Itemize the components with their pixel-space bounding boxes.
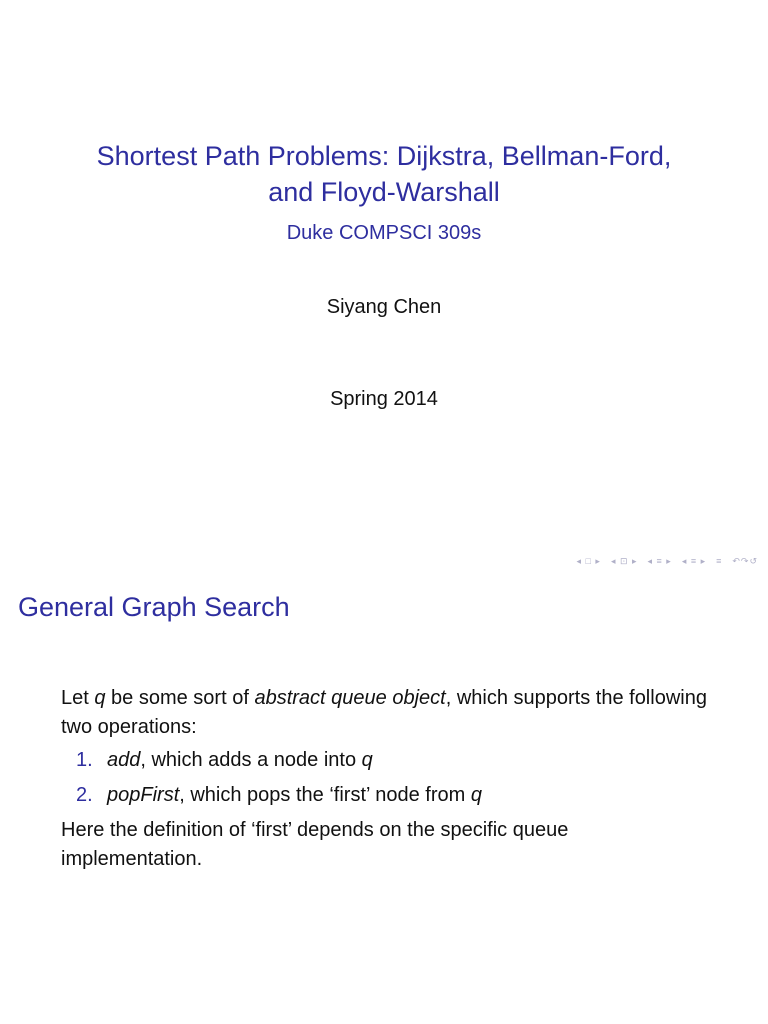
intro-text-3: , which supports the following two operations: <box>61 687 707 738</box>
emphasis-term: abstract queue object <box>254 687 446 709</box>
variable-q: q <box>94 687 106 709</box>
operations-list <box>61 746 711 810</box>
title-line-1: Shortest Path Problems: Dijkstra, Bellman-Ford, <box>96 141 672 171</box>
frame-title: General Graph Search <box>18 592 290 622</box>
variable-q: q <box>361 749 373 771</box>
operation-name: add <box>107 749 141 771</box>
beamer-navigation <box>576 556 758 567</box>
operation-name: popFirst <box>107 784 180 806</box>
nav-search-back-icon[interactable]: ↶↷↺ <box>732 556 758 566</box>
list-item <box>76 746 711 775</box>
intro-text-2: be some sort of <box>105 687 255 709</box>
author-name: Siyang Chen <box>326 296 442 318</box>
list-text <box>107 746 373 775</box>
variable-q: q <box>470 784 482 806</box>
intro-paragraph <box>61 684 711 742</box>
presentation-date: Spring 2014 <box>330 388 438 410</box>
list-text <box>107 781 482 810</box>
nav-toc-icon[interactable]: ≡ <box>716 556 723 566</box>
slide-body <box>61 684 711 874</box>
intro-text-1: Let <box>61 687 95 709</box>
operation-desc: , which pops the ‘first’ node from <box>179 784 471 806</box>
list-number: 2. <box>76 784 93 806</box>
content-slide <box>0 576 768 1024</box>
nav-section-icon[interactable]: ◂ ≡ ▸ <box>647 556 672 566</box>
nav-subsection-icon[interactable]: ◂ ⊡ ▸ <box>610 556 638 566</box>
course-subtitle: Duke COMPSCI 309s <box>286 222 482 244</box>
nav-frame-icon[interactable]: ◂ □ ▸ <box>576 556 601 566</box>
presentation-title <box>0 138 768 210</box>
closing-paragraph: Here the definition of ‘first’ depends on the specific queue implementation. <box>61 819 569 870</box>
nav-document-icon[interactable]: ◂ ≡ ▸ <box>681 556 707 566</box>
title-line-2: and Floyd-Warshall <box>268 177 500 207</box>
list-number: 1. <box>76 749 93 771</box>
list-item <box>76 781 711 810</box>
operation-desc: , which adds a node into <box>140 749 362 771</box>
